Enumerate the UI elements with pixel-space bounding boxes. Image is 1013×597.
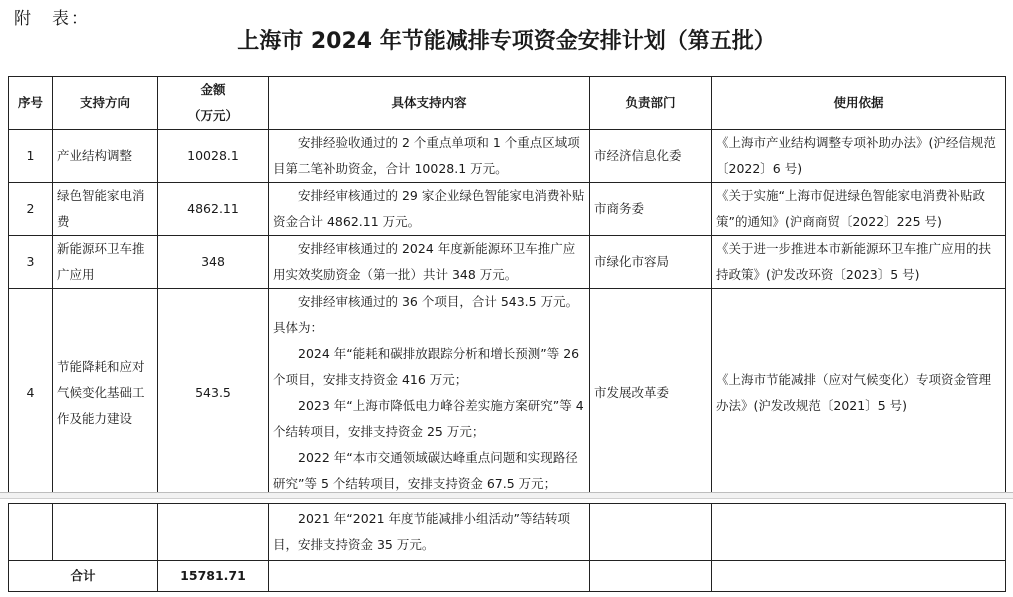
header-amount-line2: （万元） [187,108,238,123]
row-index: 3 [9,236,53,289]
row-amount: 10028.1 [158,130,269,183]
document-title: 上海市 2024 年节能减排专项资金安排计划（第五批） [237,29,776,54]
row-basis: 《上海市节能减排（应对气候变化）专项资金管理办法》(沪发改规范〔2021〕5 号) [712,289,1006,498]
row-basis: 《上海市产业结构调整专项补助办法》(沪经信规范〔2022〕6 号) [712,130,1006,183]
header-department: 负责部门 [590,77,712,130]
content-paragraph: 安排经审核通过的 2024 年度新能源环卫车推广应用实效奖励资金（第一批）共计 348 万元。 [273,241,576,282]
table-row [9,236,1006,289]
table-row-continued [9,504,1006,561]
row-amount: 543.5 [158,289,269,498]
row-amount: 348 [158,236,269,289]
total-basis-empty [712,561,1006,592]
row-direction: 绿色智能家电消费 [53,183,158,236]
table-row [9,130,1006,183]
funding-table-continued [8,503,1006,592]
header-direction: 支持方向 [53,77,158,130]
row-index: 4 [9,289,53,498]
header-amount-line1: 金额 [200,82,226,97]
total-amount: 15781.71 [158,561,269,592]
row-basis: 《关于实施“上海市促进绿色智能家电消费补贴政策”的通知》(沪商商贸〔2022〕225 号) [712,183,1006,236]
table-row [9,183,1006,236]
content-paragraph: 安排经验收通过的 2 个重点单项和 1 个重点区域项目第二笔补助资金，合计 10028.1 万元。 [273,135,580,176]
row-direction: 新能源环卫车推广应用 [53,236,158,289]
row-basis: 《关于进一步推进本市新能源环卫车推广应用的扶持政策》(沪发改环资〔2023〕5 号) [712,236,1006,289]
total-department-empty [590,561,712,592]
row-amount-empty [158,504,269,561]
header-content: 具体支持内容 [269,77,590,130]
content-paragraph: 具体为： [273,320,324,335]
row-index-empty [9,504,53,561]
content-paragraph: 2024 年“能耗和碳排放跟踪分析和增长预测”等 26 个项目，安排支持资金 416 万元； [273,346,580,387]
total-label: 合计 [9,561,158,592]
total-row [9,561,1006,592]
content-paragraph: 2022 年“本市交通领域碳达峰重点问题和实现路径研究”等 5 个结转项目，安排支持资金 67.5 万元； [273,450,578,491]
content-paragraph: 安排经审核通过的 36 个项目，合计 543.5 万元。 [298,294,579,309]
row-direction: 产业结构调整 [53,130,158,183]
content-paragraph: 2021 年“2021 年度节能减排小组活动”等结转项目，安排支持资金 35 万元。 [273,511,571,552]
content-paragraph: 2023 年“上海市降低电力峰谷差实施方案研究”等 4 个结转项目，安排支持资金 25 万元； [273,398,584,439]
total-content-empty [269,561,590,592]
row-direction: 节能降耗和应对气候变化基础工作及能力建设 [53,289,158,498]
row-content [269,130,590,183]
row-department: 市绿化市容局 [590,236,712,289]
row-content [269,289,590,498]
funding-table [8,76,1006,498]
table-row [9,289,1006,498]
attachment-label: 附 表： [14,9,90,29]
row-content [269,183,590,236]
row-department: 市商务委 [590,183,712,236]
row-content [269,236,590,289]
row-department-empty [590,504,712,561]
header-basis: 使用依据 [712,77,1006,130]
row-index: 2 [9,183,53,236]
row-content [269,504,590,561]
row-amount: 4862.11 [158,183,269,236]
row-direction-empty [53,504,158,561]
header-index: 序号 [9,77,53,130]
row-department: 市经济信息化委 [590,130,712,183]
row-index: 1 [9,130,53,183]
page-break [0,492,1013,499]
table-header-row [9,77,1006,130]
row-department: 市发展改革委 [590,289,712,498]
row-basis-empty [712,504,1006,561]
content-paragraph: 安排经审核通过的 29 家企业绿色智能家电消费补贴资金合计 4862.11 万元。 [273,188,585,229]
header-amount [158,77,269,130]
